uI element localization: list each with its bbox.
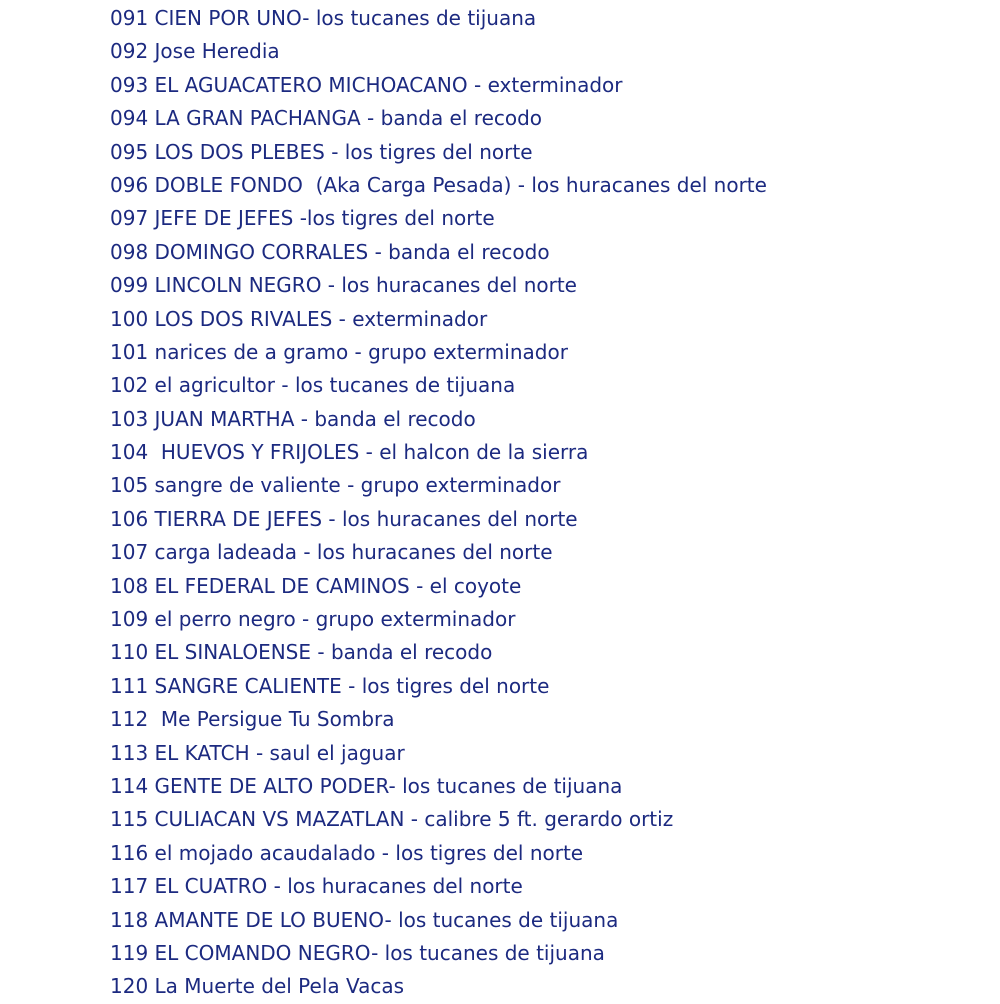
- track-line: 110 EL SINALOENSE - banda el recodo: [110, 640, 493, 665]
- track-line: 120 La Muerte del Pela Vacas: [110, 974, 405, 999]
- track-line: 115 CULIACAN VS MAZATLAN - calibre 5 ft. gerardo ortiz: [110, 807, 674, 832]
- track-line: 096 DOBLE FONDO (Aka Carga Pesada) - los huracanes del norte: [110, 172, 767, 197]
- track-line: 114 GENTE DE ALTO PODER- los tucanes de tijuana: [110, 773, 623, 798]
- track-line: 098 DOMINGO CORRALES - banda el recodo: [110, 239, 550, 264]
- track-line: 113 EL KATCH - saul el jaguar: [110, 740, 405, 765]
- track-line: 107 carga ladeada - los huracanes del norte: [110, 540, 553, 565]
- track-line: 100 LOS DOS RIVALES - exterminador: [110, 306, 488, 331]
- track-line: 119 EL COMANDO NEGRO- los tucanes de tijuana: [110, 940, 605, 965]
- track-line: 099 LINCOLN NEGRO - los huracanes del norte: [110, 273, 577, 298]
- track-line: 095 LOS DOS PLEBES - los tigres del norte: [110, 139, 533, 164]
- track-list: [110, 2, 990, 1004]
- track-line: 117 EL CUATRO - los huracanes del norte: [110, 874, 523, 899]
- track-line: 108 EL FEDERAL DE CAMINOS - el coyote: [110, 573, 522, 598]
- track-line: 111 SANGRE CALIENTE - los tigres del norte: [110, 673, 550, 698]
- track-line: 091 CIEN POR UNO- los tucanes de tijuana: [110, 6, 537, 30]
- track-line: 106 TIERRA DE JEFES - los huracanes del norte: [110, 506, 578, 531]
- track-line: 092 Jose Heredia: [110, 39, 280, 64]
- track-line: 105 sangre de valiente - grupo exterminador: [110, 473, 561, 498]
- track-line: 109 el perro negro - grupo exterminador: [110, 607, 516, 632]
- track-line: 104 HUEVOS Y FRIJOLES - el halcon de la sierra: [110, 440, 589, 465]
- track-line: 101 narices de a gramo - grupo exterminador: [110, 339, 568, 364]
- track-line: 112 Me Persigue Tu Sombra: [110, 707, 395, 732]
- track-line: 118 AMANTE DE LO BUENO- los tucanes de tijuana: [110, 907, 619, 932]
- track-line: 093 EL AGUACATERO MICHOACANO - exterminador: [110, 72, 623, 97]
- track-line: 103 JUAN MARTHA - banda el recodo: [110, 406, 476, 431]
- track-line: 094 LA GRAN PACHANGA - banda el recodo: [110, 106, 543, 131]
- track-line: 097 JEFE DE JEFES -los tigres del norte: [110, 206, 495, 231]
- track-line: 116 el mojado acaudalado - los tigres del norte: [110, 840, 584, 865]
- track-line: 102 el agricultor - los tucanes de tijuana: [110, 373, 516, 398]
